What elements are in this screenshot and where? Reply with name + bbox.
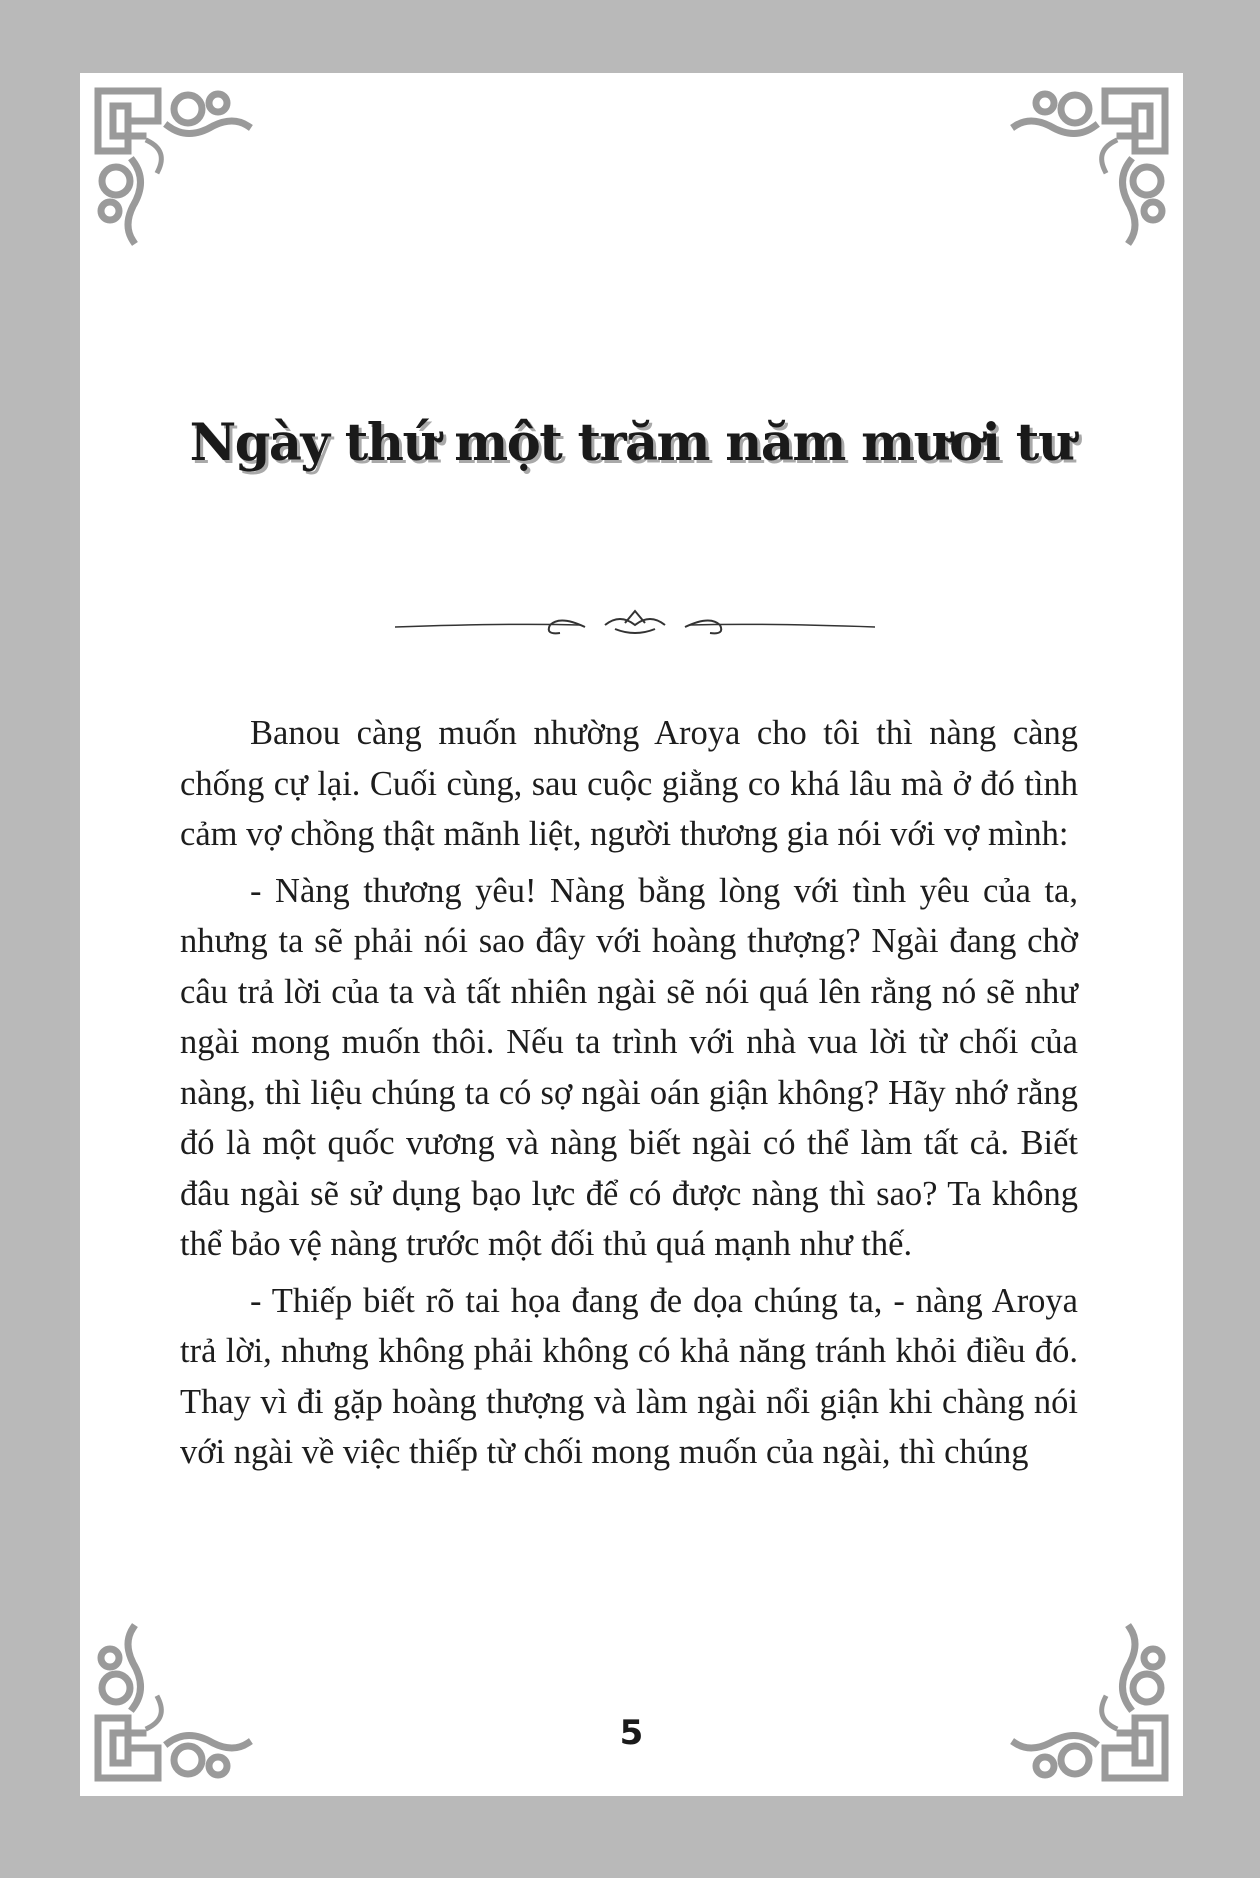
body-text: [180, 708, 1078, 1484]
chapter-title: Ngày thứ một trăm năm mươi tư: [189, 413, 1074, 473]
corner-ornament-icon: [88, 81, 258, 251]
paragraph: - Thiếp biết rõ tai họa đang đe dọa chúng ta, - nàng Aroya trả lời, nhưng không phải không có khả năng tránh khỏi điều đó. Thay vì đi gặp hoàng thượng và làm ngài nổi giận khi chàng nói với ngài về việc thiếp từ chối mong muốn của ngài, thì chúng: [180, 1281, 1078, 1471]
corner-ornament-icon: [1005, 81, 1175, 251]
paragraph: Banou càng muốn nhường Aroya cho tôi thì nàng càng chống cự lại. Cuối cùng, sau cuộc giằng co khá lâu mà ở đó tình cảm vợ chồng thật mãnh liệt, người thương gia nói với vợ mình:: [180, 714, 1078, 853]
paragraph: - Nàng thương yêu! Nàng bằng lòng với tình yêu của ta, nhưng ta sẽ phải nói sao đây với hoàng thượng? Ngài đang chờ câu trả lời của ta và tất nhiên ngài sẽ nói quá lên rằng nó sẽ như ngài mong muốn thôi. Nếu ta trình với nhà vua lời từ chối của nàng, thì liệu chúng ta có sợ ngài oán giận không? Hãy nhớ rằng đó là một quốc vương và nàng biết ngài có thể làm tất cả. Biết đâu ngài sẽ sử dụng bạo lực để có được nàng thì sao? Ta không thể bảo vệ nàng trước một đối thủ quá mạnh như thế.: [180, 871, 1078, 1263]
corner-ornament-icon: [1005, 1618, 1175, 1788]
book-page: [80, 73, 1183, 1796]
corner-ornament-icon: [88, 1618, 258, 1788]
page-number: 5: [619, 1713, 644, 1753]
title-divider-flourish-icon: [390, 605, 880, 645]
